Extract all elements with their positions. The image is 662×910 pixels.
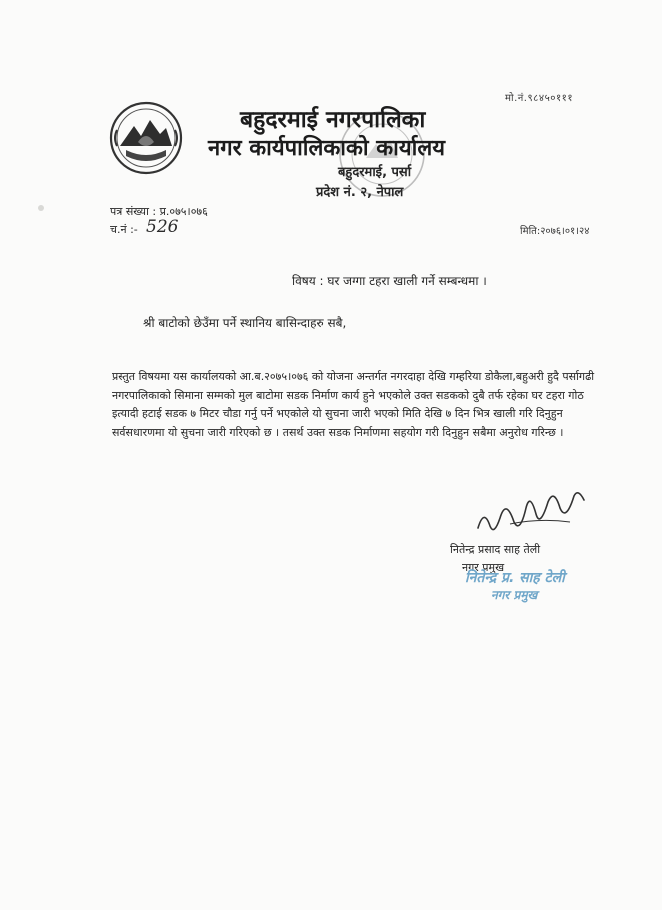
stamp-post: नगर प्रमुख bbox=[491, 588, 538, 602]
letter-date: मिति:२०७६।०१।२४ bbox=[520, 226, 590, 237]
signatory-post: नगर प्रमुख bbox=[462, 561, 505, 574]
office-name: नगर कार्यपालिकाको कार्यालय bbox=[208, 136, 445, 161]
nepal-emblem-logo bbox=[108, 100, 184, 176]
dispatch-number-handwritten: 526 bbox=[146, 217, 179, 237]
address-line-1: बहुदरमाई, पर्सा bbox=[338, 165, 412, 180]
letter-number: पत्र संख्या : प्र.०७५।०७६ bbox=[110, 205, 208, 218]
addressee-line: श्री बाटोको छेउँमा पर्ने स्थानिय बासिन्दाहरु सबै, bbox=[143, 316, 347, 330]
dispatch-label: च.नं :- bbox=[110, 223, 138, 236]
municipality-name: बहुदरमाई नगरपालिका bbox=[240, 107, 426, 133]
stamp-name: नितेन्द्र प्र. साह टेली bbox=[465, 570, 565, 586]
letter-body: प्रस्तुत विषयमा यस कार्यालयको आ.ब.२०७५।०७६ को योजना अन्तर्गत नगरदाहा देखि गम्हरिया डोकैला,बहुअरी हुदै पर्सागढी नगरपालिकाको सिमाना सम्मको मुल बाटोमा सडक निर्माण कार्य हुने भएकोले उक्त सडकको दुबै तर्फ रहेका घर टहरा गोठ इत्यादी हटाई सडक ७ मिटर चौडा गर्नु पर्ने भएकोले यो सुचना जारी भएको मिति देखि ७ दिन भित्र खाली गरि दिनुहुन सर्वसधारणमा यो सुचना जारी गरिएको छ । तसर्थ उक्त सडक निर्माणमा सहयोग गरी दिनुहुन सबैमा अनुरोध गरिन्छ । bbox=[112, 370, 595, 439]
punch-hole-mark bbox=[38, 205, 44, 211]
mobile-number: मो.नं.९८४५०१११ bbox=[505, 93, 574, 104]
subject-line: विषय : घर जग्गा टहरा खाली गर्ने सम्बन्धमा । bbox=[292, 274, 487, 288]
address-line-2: प्रदेश नं. २, नेपाल bbox=[316, 185, 404, 200]
handwritten-signature bbox=[470, 478, 590, 540]
signatory-name: नितेन्द्र प्रसाद साह तेली bbox=[450, 543, 541, 556]
